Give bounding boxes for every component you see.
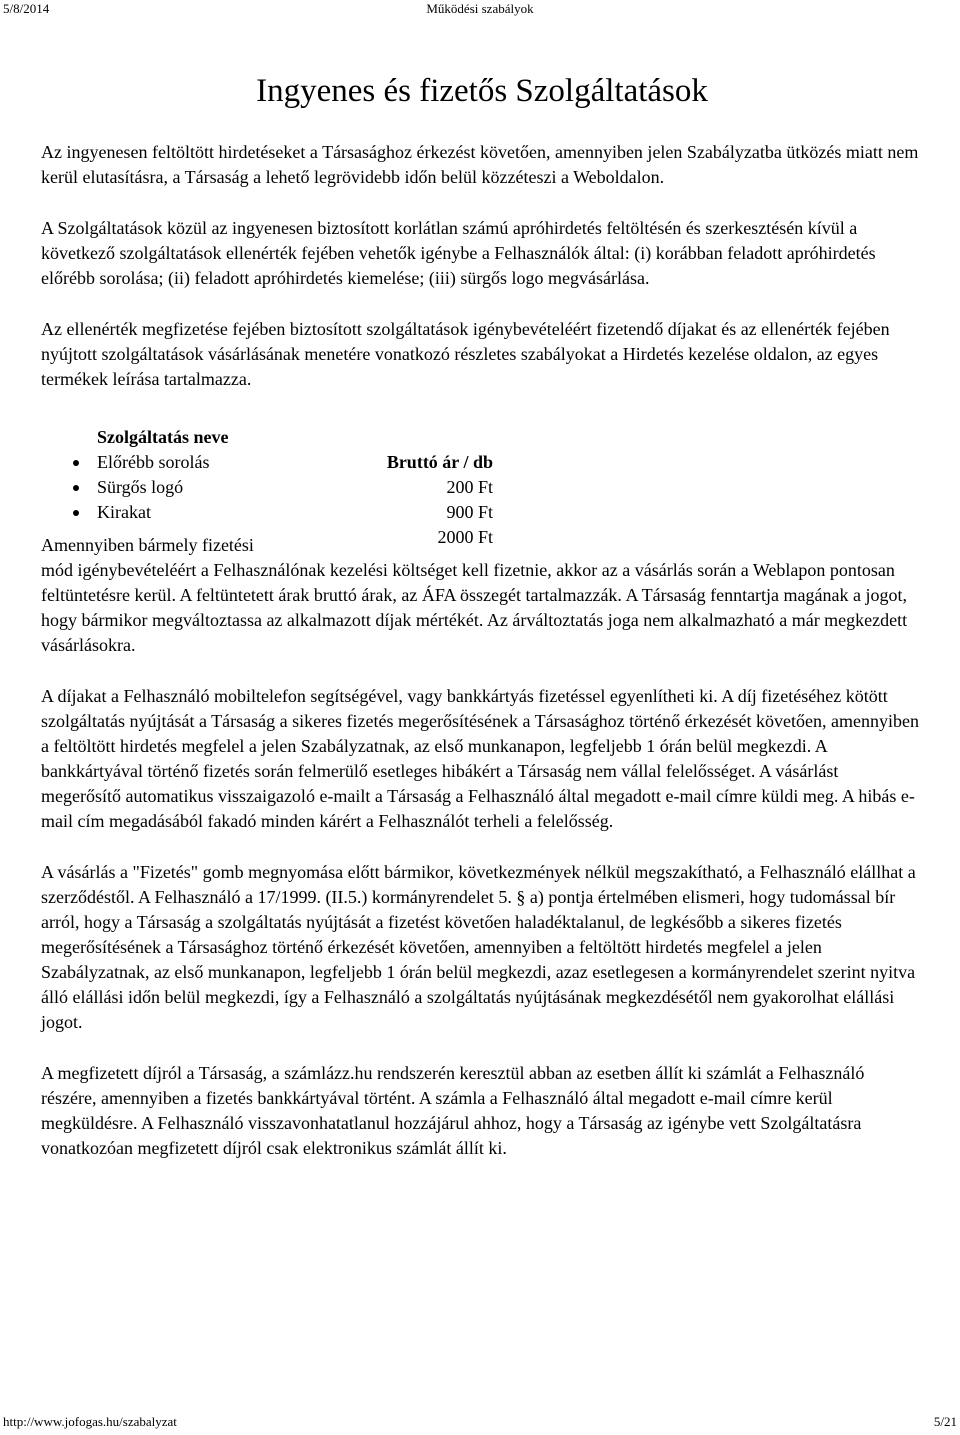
page-title: Ingyenes és fizetős Szolgáltatások — [256, 73, 708, 109]
paragraph-invoice: A megfizetett díjról a Társaság, a számlázz.hu rendszerén keresztül abban az esetben állít ki számlát a Felhasználó részére, amennyiben a fizetés bankkártyával történt. A számla a Felhasználó által megadott e-mail címre kerül megküldésre. A Felhasználó visszavonhatatlanul hozzájárul ahhoz, hogy a Társaság az igénybe vett Szolgáltatásra vonatkozóan megfizetett díjról csak elektronikus számlát állít ki. — [41, 1063, 865, 1158]
price-header: Bruttó ár / db — [386, 452, 493, 472]
paragraph-handling-fee-start: Amennyiben bármely fizetési — [41, 535, 254, 555]
bullet-icon — [73, 460, 79, 466]
price-value: 2000 Ft — [437, 527, 493, 547]
bullet-icon — [73, 510, 79, 516]
paragraph-upload: Az ingyenesen feltöltött hirdetéseket a Társasághoz érkezést követően, amennyiben jelen Szabályzatba ütközés miatt nem kerül elutasításra, a Társaság a lehető legrövidebb időn belül közzéteszi a Weboldalon. — [41, 142, 919, 187]
price-column — [341, 450, 493, 550]
print-header — [0, 0, 960, 18]
services-list — [41, 450, 209, 525]
paragraph-handling-fee-rest: mód igénybevételéért a Felhasználónak kezelési költséget kell fizetnie, akkor az a vásárlás során a Weblapon pontosan feltüntetésre kerül. A feltüntetett árak bruttó árak, az ÁFA összegét tartalmazzák. A Társaság fenntartja magának a jogot, hogy bármikor megváltoztassa az alkalmazott díjak mértékét. Az árváltoztatás joga nem alkalmazható a már megkezdett vásárlásokra. — [41, 560, 908, 655]
paragraph-services: A Szolgáltatások közül az ingyenesen biztosított korlátlan számú apróhirdetés feltöltésén és szerkesztésén kívül a következő szolgáltatások ellenérték fejében vehetők igénybe a Felhasználók által: (i) korábban feladott apróhirdetés előrébb sorolása; (ii) feladott apróhirdetés kiemelése; (iii) sürgős logo megvásárlása. — [41, 218, 876, 288]
paragraph-withdrawal: A vásárlás a "Fizetés" gomb megnyomása előtt bármikor, következmények nélkül megszakítható, a Felhasználó elállhat a szerződéstől. A Felhasználó a 17/1999. (II.5.) kormányrendelet 5. § a) pontja értelmében elismeri, hogy tudomással bír arról, hogy a Társaság a szolgáltatás nyújtását a fizetést követően haladéktalanul, de legkésőbb a sikeres fizetés megerősítésének a Társasághoz történő érkezését követően, amennyiben a feltöltött hirdetés megfelel a jelen Szabályzatnak, az első munkanapon, legfeljebb 1 órán belül megkezdi, azaz esetlegesen a kormányrendelet szerint nyitva álló elállási időn belül megkezdi, így a Felhasználó a szolgáltatás nyújtásának megkezdésétől nem gyakorolhat elállási jogot. — [41, 862, 916, 1032]
bullet-icon — [73, 485, 79, 491]
price-value: 900 Ft — [446, 502, 493, 522]
paragraph-payment: A díjakat a Felhasználó mobiltelefon segítségével, vagy bankkártyás fizetéssel egyenlítheti ki. A díj fizetéséhez kötött szolgáltatás nyújtását a Társaság a sikeres fizetés megerősítésének a Társasághoz történő érkezését követően, amennyiben a feltöltött hirdetés megfelel a jelen Szabályzatnak, az első munkanapon, legfeljebb 1 órán belül megkezdi. A bankkártyával történő fizetés során felmerülő esetleges hibákért a Társaság nem vállal felelősséget. A vásárlást megerősítő automatikus visszaigazoló e-mailt a Társaság a Felhasználó által megadott e-mail címre küldi meg. A hibás e-mail cím megadásából fakadó minden kárért a Felhasználót terheli a felelősség. — [41, 686, 919, 831]
services-header: Szolgáltatás neve — [97, 427, 229, 447]
print-url: http://www.jofogas.hu/szabalyzat — [3, 1414, 177, 1429]
list-item: Sürgős logó — [41, 475, 209, 500]
print-footer — [0, 1413, 960, 1431]
paragraph-handling-fee — [41, 533, 921, 658]
price-list — [41, 425, 921, 549]
list-item: Előrébb sorolás — [41, 450, 209, 475]
price-value: 200 Ft — [446, 477, 493, 497]
paragraph-fees: Az ellenérték megfizetése fejében biztosított szolgáltatások igénybevételéért fizetendő díjakat és az ellenérték fejében nyújtott szolgáltatások vásárlásának menetére vonatkozó részletes szabályokat a Hirdetés kezelése oldalon, az egyes termékek leírása tartalmazza. — [41, 319, 890, 389]
list-item: Kirakat — [41, 500, 209, 525]
print-page-number: 5/21 — [933, 1414, 957, 1429]
print-page-title: Működési szabályok — [426, 1, 534, 16]
document-content — [41, 72, 921, 1187]
print-date: 5/8/2014 — [3, 1, 50, 16]
